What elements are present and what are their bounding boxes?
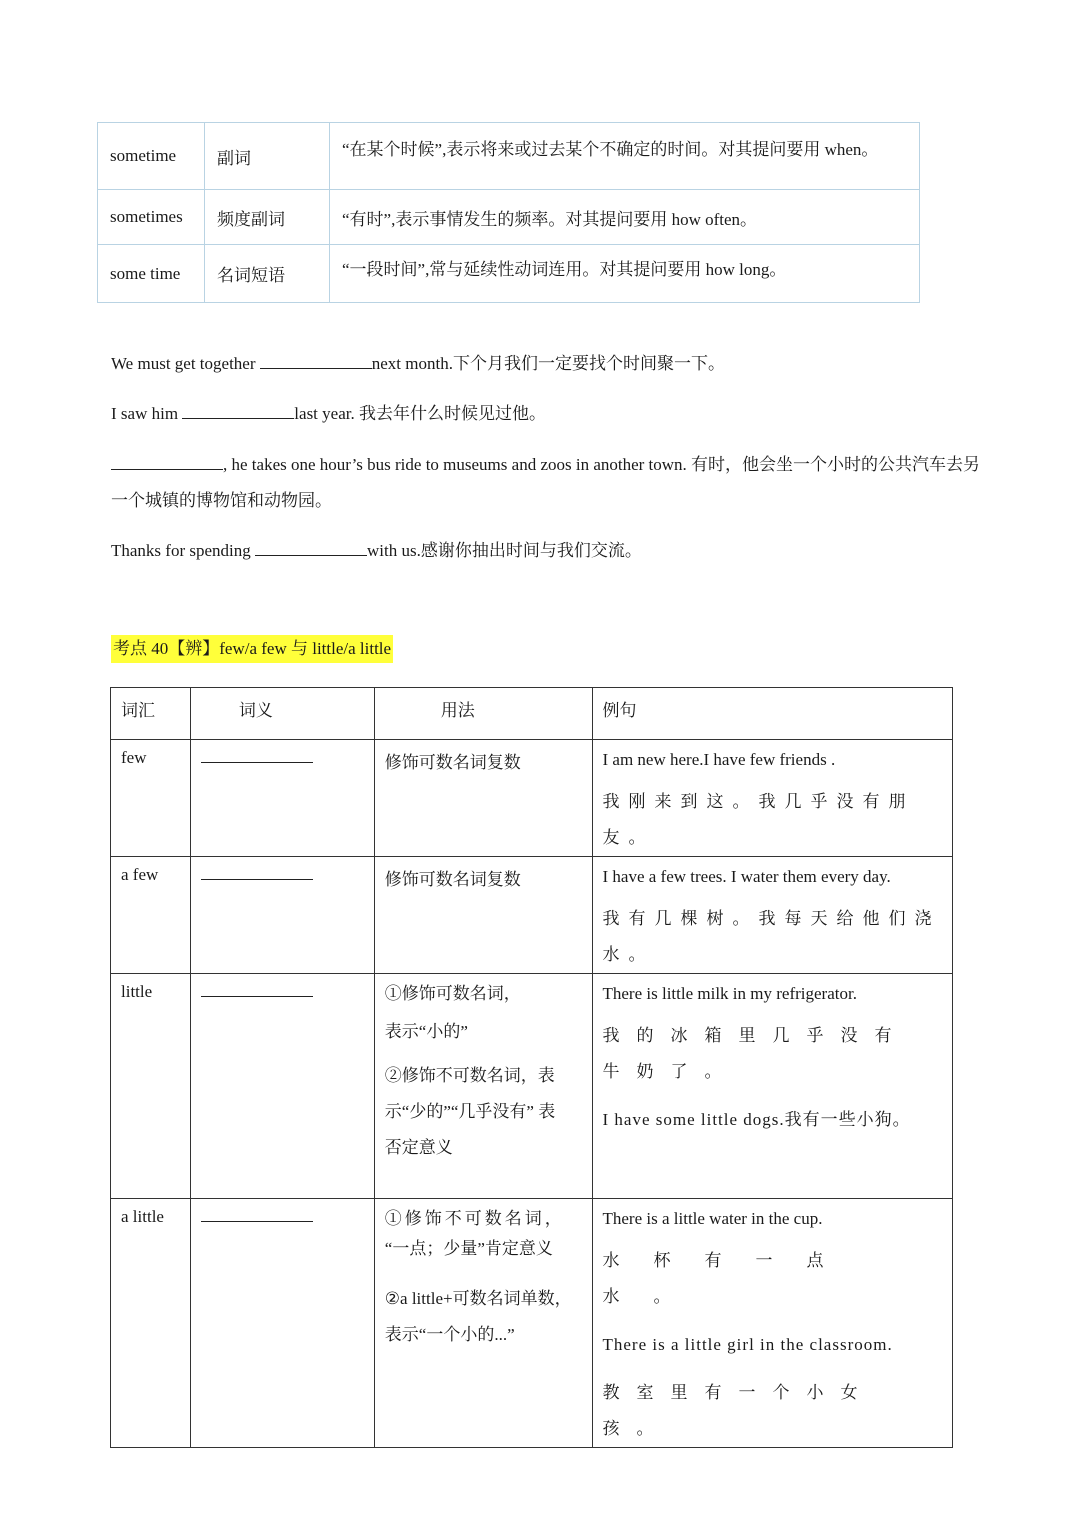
- sentence-text: I saw him: [111, 404, 183, 423]
- usage-line: 修饰可数名词复数: [384, 753, 521, 772]
- exercise-sentence-2: [111, 396, 981, 432]
- cell-meaning: [190, 974, 374, 1199]
- sentence-text: Thanks for spending: [111, 541, 256, 560]
- usage-line: 表示“一个小的...”: [384, 1325, 515, 1344]
- table-cell-pos: 副词: [205, 123, 330, 190]
- table-row: [98, 245, 920, 303]
- sentence-text: next month.下个月我们一定要找个时间聚一下。: [371, 354, 725, 373]
- example-line: 水杯有一点水。: [602, 1251, 858, 1306]
- cell-word: a little: [111, 1199, 191, 1448]
- table-cell-word: sometimes: [98, 190, 205, 245]
- table-cell-pos: 频度副词: [205, 190, 330, 245]
- header-cell-example: 例句: [592, 688, 953, 740]
- usage-line: ①修饰不可数名词，: [384, 1209, 565, 1228]
- answer-blank[interactable]: [260, 354, 372, 369]
- table-row: [111, 1199, 953, 1448]
- sometime-comparison-table: [97, 122, 920, 303]
- usage-line: “一点；少量”肯定意义: [384, 1239, 553, 1258]
- answer-blank[interactable]: [201, 865, 313, 880]
- table-cell-pos: 名词短语: [205, 245, 330, 303]
- example-line: 我的冰箱里几乎没有牛奶了。: [602, 1026, 909, 1081]
- table-cell-definition: “在某个时候”,表示将来或过去某个不确定的时间。对其提问要用 when。: [330, 123, 920, 190]
- header-cell-word: 词汇: [111, 688, 191, 740]
- example-line: There is little milk in my refrigerator.: [602, 984, 857, 1003]
- answer-blank[interactable]: [201, 748, 313, 763]
- header-cell-meaning: 词义: [190, 688, 374, 740]
- section-heading: 考点 40【辨】few/a few 与 little/a little: [111, 635, 393, 663]
- sentence-text: last year. 我去年什么时候见过他。: [294, 404, 546, 423]
- sentence-text: , he takes one hour’s bus ride to museums and zoos in another town. 有时，他会坐一个小时的公共汽车去另一个城镇的博物馆和动物园。: [111, 455, 981, 510]
- few-little-table: [110, 687, 953, 1448]
- table-cell-definition: “一段时间”,常与延续性动词连用。对其提问要用 how long。: [330, 245, 920, 303]
- table-row: [111, 740, 953, 857]
- cell-meaning: [190, 857, 374, 974]
- cell-example: [592, 740, 953, 857]
- cell-meaning: [190, 1199, 374, 1448]
- answer-blank[interactable]: [201, 982, 313, 997]
- answer-blank[interactable]: [111, 455, 223, 470]
- exercise-sentence-3: [111, 447, 981, 519]
- example-line: There is a little girl in the classroom.: [602, 1335, 893, 1354]
- cell-usage: [374, 857, 592, 974]
- exercise-sentence-1: [111, 346, 981, 382]
- header-cell-usage: 用法: [374, 688, 592, 740]
- cell-usage: [374, 974, 592, 1199]
- cell-example: [592, 857, 953, 974]
- table-cell-definition: “有时”,表示事情发生的频率。对其提问要用 how often。: [330, 190, 920, 245]
- sentence-text: We must get together: [111, 354, 260, 373]
- cell-meaning: [190, 740, 374, 857]
- cell-word: a few: [111, 857, 191, 974]
- table-row: [98, 123, 920, 190]
- cell-usage: [374, 1199, 592, 1448]
- usage-line: 示“少的”“几乎没有” 表: [384, 1102, 556, 1121]
- example-line: There is a little water in the cup.: [602, 1209, 823, 1228]
- usage-line: ①修饰可数名词，: [384, 984, 521, 1003]
- usage-line: ②a little+可数名词单数，: [384, 1289, 572, 1308]
- usage-line: 否定意义: [384, 1138, 453, 1157]
- answer-blank[interactable]: [255, 541, 367, 556]
- table-cell-word: some time: [98, 245, 205, 303]
- example-line: I am new here.I have few friends .: [602, 750, 836, 769]
- table-row: [98, 190, 920, 245]
- example-line: 我刚来到这。我几乎没有朋友。: [602, 792, 915, 847]
- table-row: [111, 974, 953, 1199]
- exercise-sentence-4: [111, 533, 981, 569]
- example-line: I have some little dogs.我有一些小狗。: [602, 1110, 911, 1129]
- cell-word: few: [111, 740, 191, 857]
- cell-example: [592, 1199, 953, 1448]
- answer-blank[interactable]: [201, 1207, 313, 1222]
- usage-line: 表示“小的”: [384, 1022, 468, 1041]
- sentence-text: with us.感谢你抽出时间与我们交流。: [367, 541, 642, 560]
- answer-blank[interactable]: [182, 404, 294, 419]
- cell-usage: [374, 740, 592, 857]
- table-cell-word: sometime: [98, 123, 205, 190]
- example-line: 我有几棵树。我每天给他们浇水。: [602, 909, 941, 964]
- table-header-row: [111, 688, 953, 740]
- usage-line: ②修饰不可数名词，表: [384, 1066, 555, 1085]
- usage-line: 修饰可数名词复数: [384, 870, 521, 889]
- cell-example: [592, 974, 953, 1199]
- example-line: I have a few trees. I water them every day.: [602, 867, 891, 886]
- example-line: 教室里有一个小女孩。: [602, 1383, 875, 1438]
- cell-word: little: [111, 974, 191, 1199]
- table-row: [111, 857, 953, 974]
